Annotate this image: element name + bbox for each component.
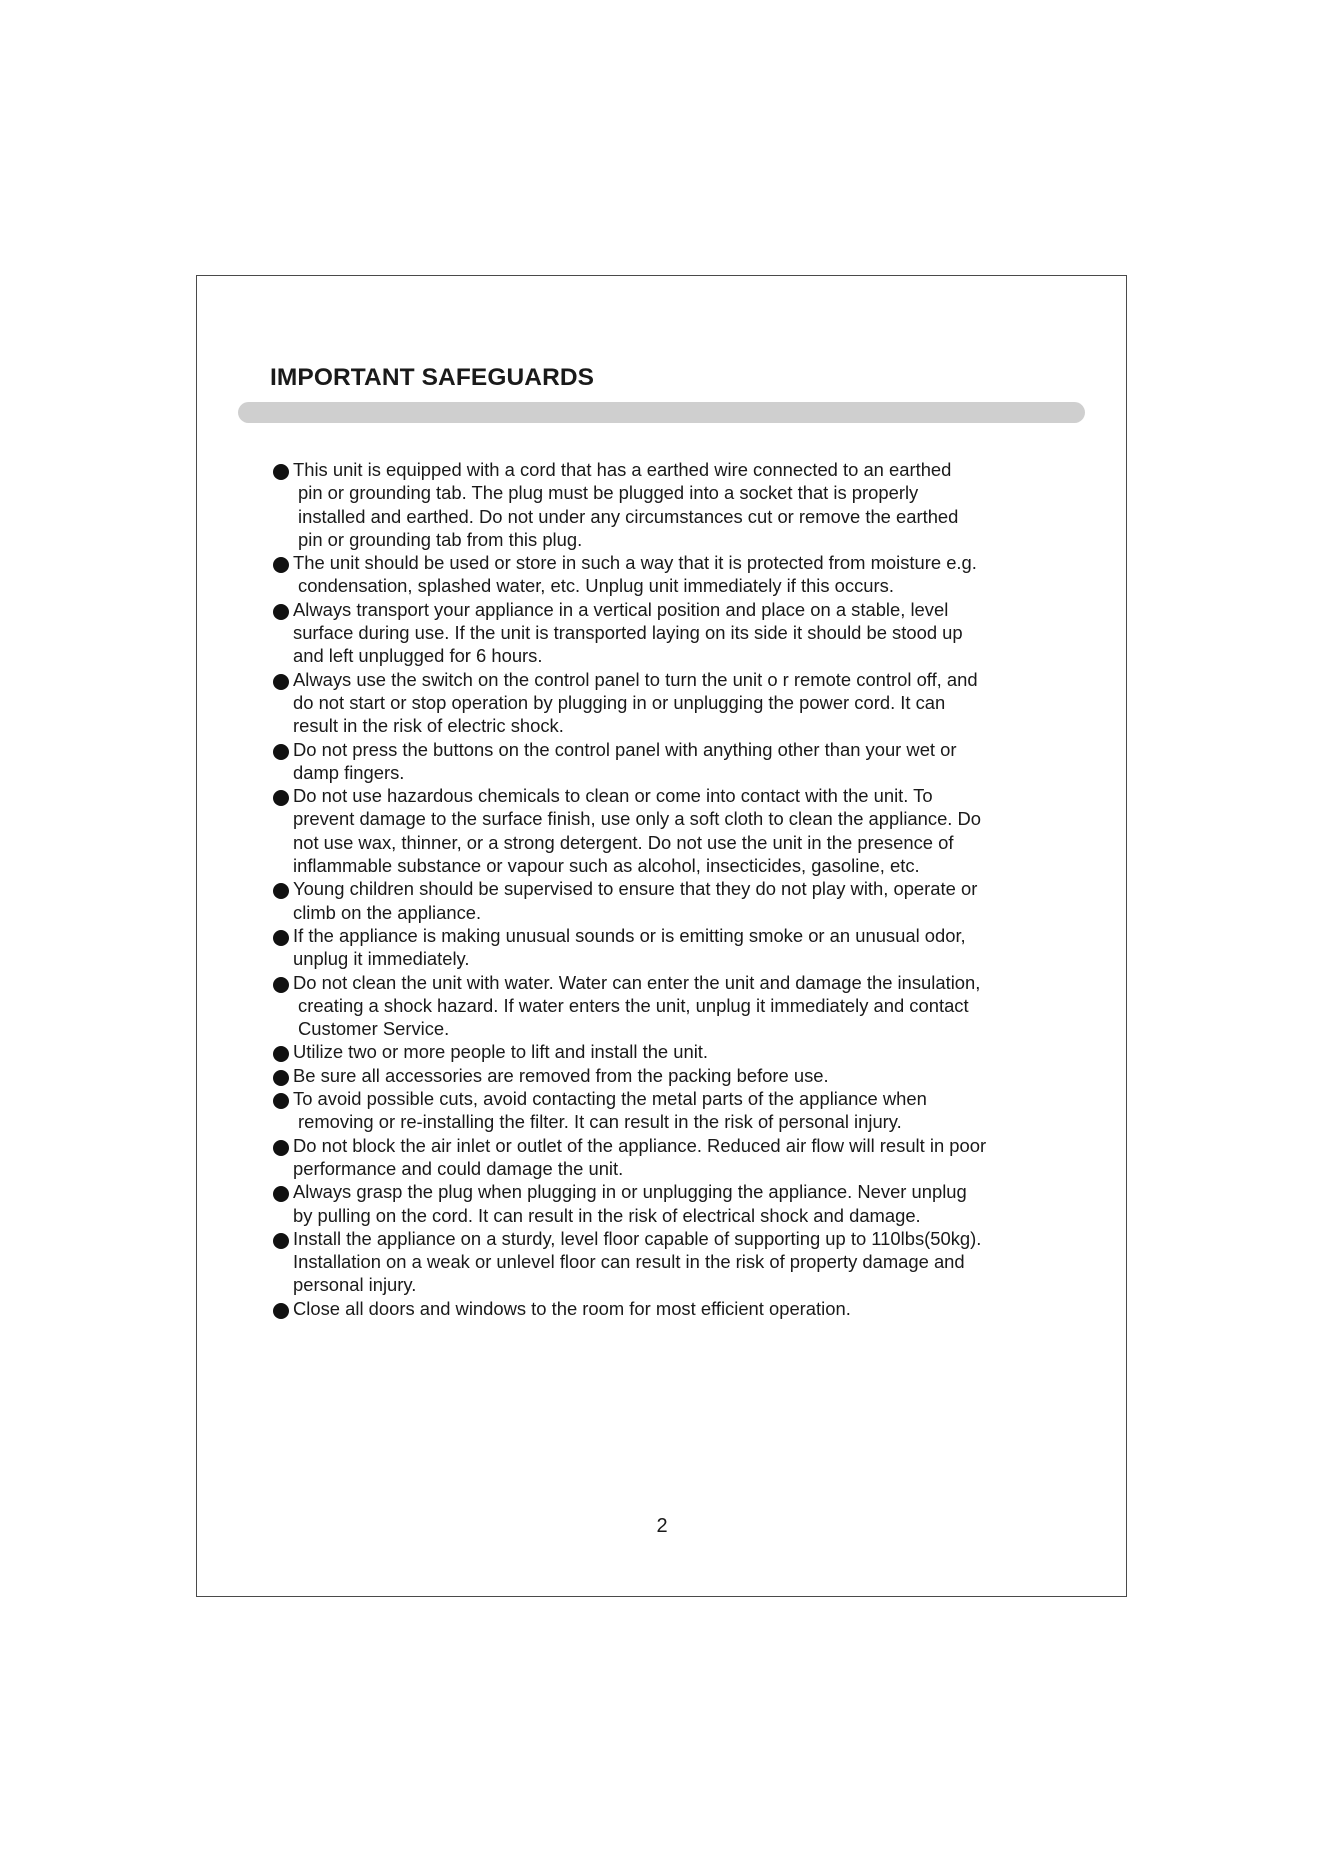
heading-divider-bar xyxy=(238,402,1085,423)
text-line: Installation on a weak or unlevel floor can result in the risk of property damage and xyxy=(293,1251,965,1273)
safeguard-item xyxy=(272,924,1092,971)
text-line: Always transport your appliance in a vertical position and place on a stable, level xyxy=(293,598,949,620)
text-line: do not start or stop operation by plugging in or unplugging the power cord. It can xyxy=(293,691,946,713)
safeguard-text xyxy=(293,738,1092,785)
safeguard-text xyxy=(293,1134,1092,1181)
text-line: Young children should be supervised to ensure that they do not play with, operate or xyxy=(293,878,978,900)
safeguard-text xyxy=(293,551,1092,598)
text-line: This unit is equipped with a cord that has a earthed wire connected to an earthed xyxy=(293,459,952,480)
safeguard-text xyxy=(293,784,1092,877)
text-line: Close all doors and windows to the room for most efficient operation. xyxy=(293,1297,851,1319)
text-line: damp fingers. xyxy=(293,761,405,783)
text-line: performance and could damage the unit. xyxy=(293,1157,624,1179)
text-line: Do not clean the unit with water. Water can enter the unit and damage the insulation, xyxy=(293,971,981,993)
text-line: If the appliance is making unusual sounds or is emitting smoke or an unusual odor, xyxy=(293,924,966,946)
safeguard-item xyxy=(272,1180,1092,1227)
text-line: Always grasp the plug when plugging in or unplugging the appliance. Never unplug xyxy=(293,1181,967,1203)
bullet-icon xyxy=(273,464,289,480)
text-line: removing or re-installing the filter. It can result in the risk of personal injury. xyxy=(298,1111,902,1133)
page-number: 2 xyxy=(656,1515,668,1537)
safeguard-item xyxy=(272,551,1092,598)
safeguard-text xyxy=(293,924,1092,971)
text-line: prevent damage to the surface finish, use only a soft cloth to clean the appliance. Do xyxy=(293,808,982,830)
safeguard-text xyxy=(293,458,1092,551)
bullet-icon xyxy=(273,1303,289,1319)
text-line: result in the risk of electric shock. xyxy=(293,715,564,737)
text-line: condensation, splashed water, etc. Unplug unit immediately if this occurs. xyxy=(298,575,894,597)
safeguard-item xyxy=(272,1064,1092,1087)
text-line: inflammable substance or vapour such as alcohol, insecticides, gasoline, etc. xyxy=(293,855,920,877)
safeguard-text xyxy=(293,1040,1092,1063)
bullet-icon xyxy=(273,674,289,690)
safeguard-text xyxy=(293,668,1092,738)
bullet-icon xyxy=(273,883,289,899)
safeguard-text xyxy=(293,1087,1092,1134)
bullet-icon xyxy=(273,557,289,573)
safeguard-item xyxy=(272,1040,1092,1063)
bullet-icon xyxy=(273,604,289,620)
bullet-icon xyxy=(273,790,289,806)
text-line: Utilize two or more people to lift and install the unit. xyxy=(293,1041,709,1063)
text-line: personal injury. xyxy=(293,1274,417,1296)
text-line: Be sure all accessories are removed from the packing before use. xyxy=(293,1064,829,1086)
safeguard-text xyxy=(293,1227,1092,1297)
safeguard-item xyxy=(272,598,1092,668)
text-line: Always use the switch on the control panel to turn the unit o r remote control off, and xyxy=(293,668,978,690)
text-line: pin or grounding tab from this plug. xyxy=(298,528,583,550)
text-line: Do not press the buttons on the control panel with anything other than your wet or xyxy=(293,738,957,760)
safeguard-item xyxy=(272,877,1092,924)
text-line: climb on the appliance. xyxy=(293,901,482,923)
text-line: Customer Service. xyxy=(298,1018,450,1040)
safeguard-text xyxy=(293,1297,1092,1320)
safeguard-item xyxy=(272,738,1092,785)
text-line: unplug it immediately. xyxy=(293,948,470,970)
text-line: The unit should be used or store in such a way that it is protected from moisture e.g. xyxy=(293,552,977,574)
bullet-icon xyxy=(273,930,289,946)
bullet-icon xyxy=(273,1070,289,1086)
text-line: Do not block the air inlet or outlet of the appliance. Reduced air flow will result in poor xyxy=(293,1134,987,1156)
text-line: Do not use hazardous chemicals to clean or come into contact with the unit. To xyxy=(293,785,933,807)
text-line: not use wax, thinner, or a strong detergent. Do not use the unit in the presence of xyxy=(293,831,954,853)
bullet-icon xyxy=(273,1140,289,1156)
bullet-icon xyxy=(273,977,289,993)
safeguard-item xyxy=(272,1087,1092,1134)
safeguard-item xyxy=(272,1297,1092,1320)
bullet-icon xyxy=(273,1046,289,1062)
bullet-icon xyxy=(273,1233,289,1249)
bullet-icon xyxy=(273,744,289,760)
bullet-icon xyxy=(273,1093,289,1109)
text-line: installed and earthed. Do not under any circumstances cut or remove the earthed xyxy=(298,505,959,527)
safeguard-item xyxy=(272,1134,1092,1181)
text-line: and left unplugged for 6 hours. xyxy=(293,645,543,667)
bullet-icon xyxy=(273,1186,289,1202)
safeguard-list xyxy=(272,458,1092,1320)
safeguard-item xyxy=(272,784,1092,877)
safeguard-item xyxy=(272,971,1092,1041)
safeguard-item xyxy=(272,1227,1092,1297)
safeguard-text xyxy=(293,1064,1092,1087)
safeguard-item xyxy=(272,458,1092,551)
safeguard-text xyxy=(293,598,1092,668)
safeguard-item xyxy=(272,668,1092,738)
safeguard-text xyxy=(293,877,1092,924)
text-line: creating a shock hazard. If water enters the unit, unplug it immediately and contact xyxy=(298,994,969,1016)
safeguard-text xyxy=(293,971,1092,1041)
text-line: pin or grounding tab. The plug must be plugged into a socket that is properly xyxy=(298,482,919,504)
safeguard-text xyxy=(293,1180,1092,1227)
text-line: surface during use. If the unit is transported laying on its side it should be stood up xyxy=(293,622,963,644)
text-line: To avoid possible cuts, avoid contacting the metal parts of the appliance when xyxy=(293,1088,927,1110)
text-line: by pulling on the cord. It can result in the risk of electrical shock and damage. xyxy=(293,1204,921,1226)
text-line: Install the appliance on a sturdy, level floor capable of supporting up to 110lbs(50kg). xyxy=(293,1227,982,1249)
page-heading: IMPORTANT SAFEGUARDS xyxy=(270,364,595,391)
